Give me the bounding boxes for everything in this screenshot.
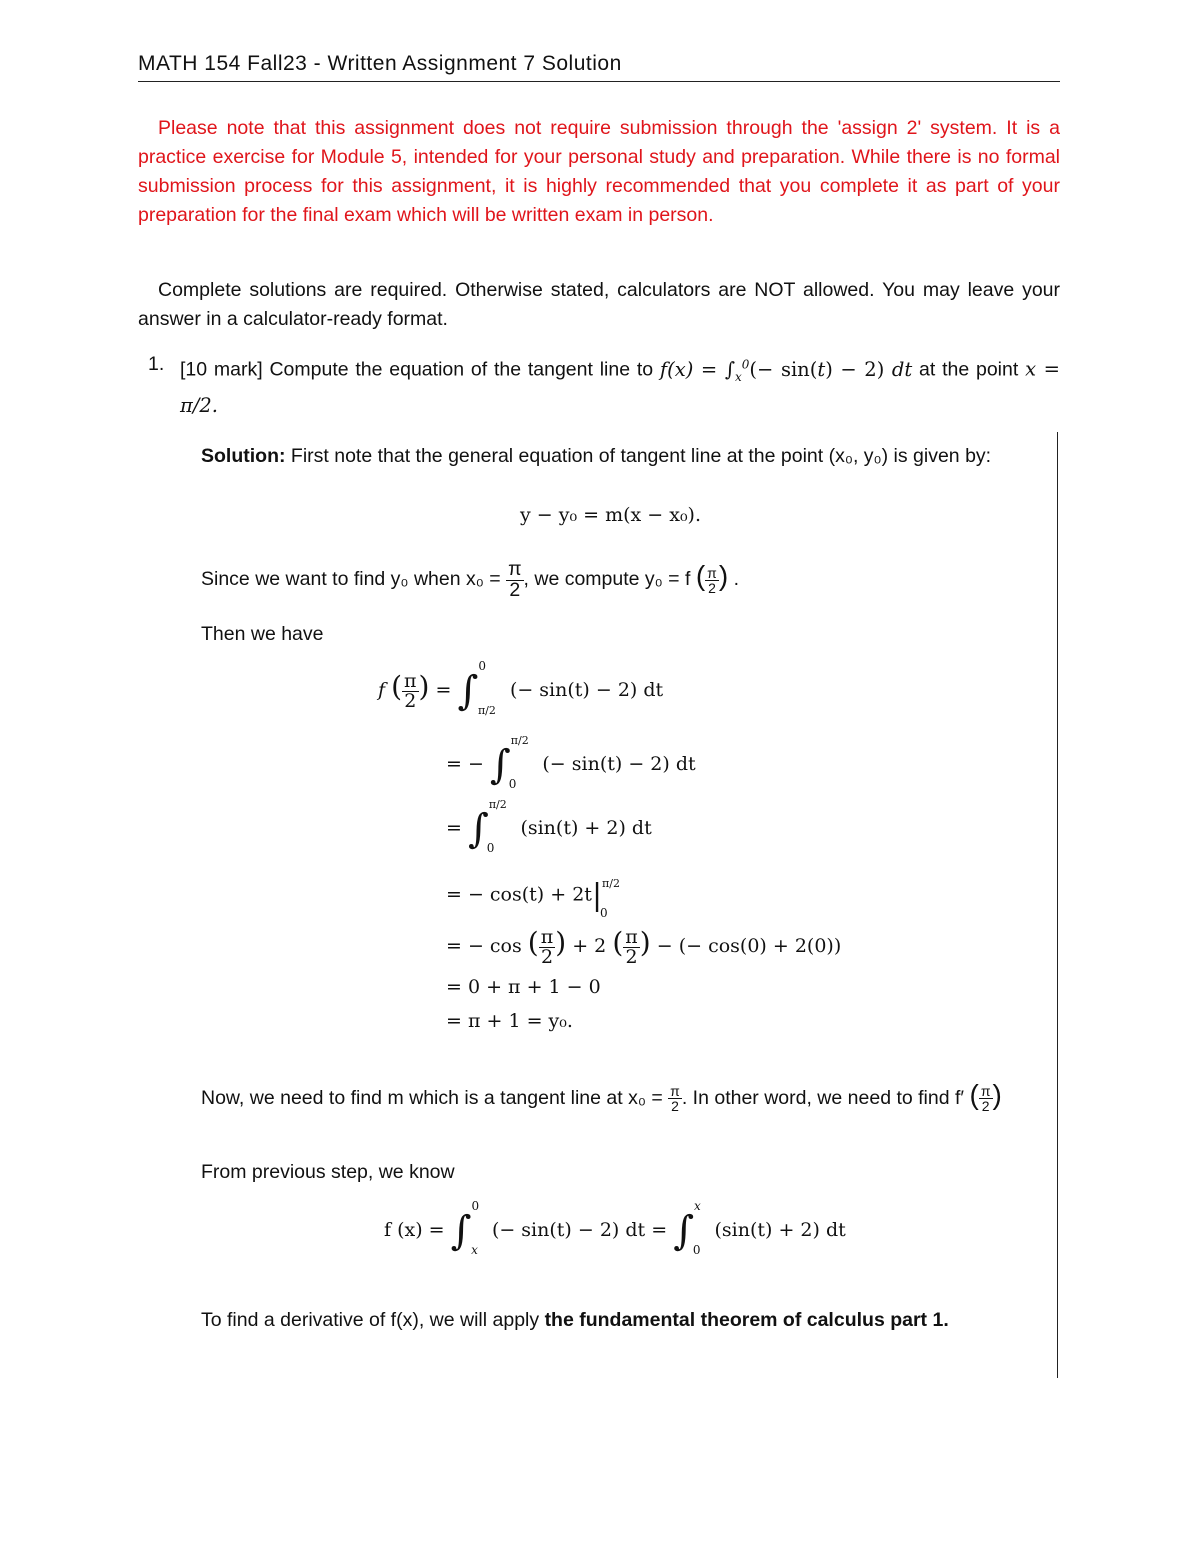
notice-paragraph: Please note that this assignment does not require submission through the 'assign 2' system. It is a practice exercise for Module 5, intended for your personal study and preparation. While there is no formal submission process for this assignment, it is highly recommended that you complete it as part of your preparation for the final exam which will be written exam in person. xyxy=(138,117,1060,226)
derivation-l1-rhs: (− sin(t) − 2) dt xyxy=(509,679,664,701)
solution-intro xyxy=(201,442,1041,471)
problem-text-before: Compute the equation of the tangent line to xyxy=(269,358,654,381)
solution-intro-text: First note that the general equation of tangent line at the point (x₀, y₀) is given by: xyxy=(290,445,992,467)
header-rule xyxy=(138,81,1060,82)
ftc-end: . xyxy=(943,1309,949,1331)
tangent-equation: y − y₀ = m(x − x₀). xyxy=(520,504,702,526)
derivation-line-2: = − ∫$^{\pi/2}_0$ (− sin(t) − 2) dt xyxy=(446,734,696,791)
problem-number: 1. xyxy=(148,353,165,375)
solution-rule xyxy=(1057,432,1058,1378)
ftc-text-1: To find a derivative of f(x), we will apply xyxy=(201,1309,540,1331)
problem-marks: [10 mark] xyxy=(180,358,263,381)
derivation-line-6: = 0 + π + 1 − 0 xyxy=(446,976,601,998)
derivation-l4-text: = − cos(t) + 2t xyxy=(446,883,592,906)
derivation-l5-c: − (− cos(0) + 2(0)) xyxy=(656,935,842,957)
pi-over-2-fraction: $\frac{\pi}{2}$ xyxy=(508,558,522,601)
now-text-2: . In other word, we need to find f′ xyxy=(681,1087,965,1109)
fx-mid: (− sin(t) − 2) dt = xyxy=(491,1219,668,1241)
derivation-l3-rhs: (sin(t) + 2) dt xyxy=(520,817,652,839)
derivation-l5-a: = − cos xyxy=(446,935,522,957)
now-paragraph: Now, we need to find m which is a tangent line at x₀ = $\frac{\pi}{2}$ . In other word, we need to find f′ ( $\frac{\pi}{2}$ ) xyxy=(201,1079,1002,1115)
now-text-1: Now, we need to find m which is a tangent line at x₀ = xyxy=(201,1087,663,1109)
derivation-l2-rhs: (− sin(t) − 2) dt xyxy=(542,753,696,775)
derivation-line-1: f ( $\frac{\pi}{2}$ ) = ∫$^0_{\pi/2}$ (− sin(t) − 2) dt xyxy=(378,659,664,717)
derivation-l5-b: + 2 xyxy=(572,935,607,957)
solution-label: Solution: xyxy=(201,445,286,467)
problem-text-after: at the point xyxy=(919,358,1019,381)
ftc-paragraph xyxy=(201,1306,1041,1335)
previous-step-line: From previous step, we know xyxy=(201,1161,455,1183)
fx-rhs: (sin(t) + 2) dt xyxy=(714,1219,846,1241)
derivation-line-3: = ∫$^{\pi/2}_0$ (sin(t) + 2) dt xyxy=(446,798,652,855)
derivation-line-5: = − cos ( $\frac{\pi}{2}$ ) + 2 ( $\frac{\pi}{2}$ ) − (− cos(0) + 2(0)) xyxy=(446,925,842,968)
page-header: MATH 154 Fall23 - Written Assignment 7 Solution xyxy=(138,52,622,75)
ftc-bold: the fundamental theorem of calculus part 1 xyxy=(544,1309,944,1331)
problem-point: x = π/2. xyxy=(180,357,1060,418)
problem-function: $f(x) = \int_x^0(- \sin(t) - 2)$ dt xyxy=(659,357,913,384)
instructions-paragraph: Complete solutions are required. Otherwise stated, calculators are NOT allowed. You may leave your answer in a calculator-ready format. xyxy=(138,279,1060,330)
derivation-line-4: = − $\cos(t) + 2t|^{\pi/2}_0$ xyxy=(446,876,620,920)
then-line: Then we have xyxy=(201,623,324,645)
problem-text xyxy=(180,350,1060,421)
since-line: Since we want to find y₀ when x₀ = $\frac{\pi}{2}$ , we compute y₀ = f ( $\frac{\pi}{2}$ ) . xyxy=(201,558,739,601)
pi-over-2-fraction-small: $\frac{\pi}{2}$ xyxy=(707,564,717,596)
since-text-2: , we compute y₀ = f xyxy=(523,568,691,591)
since-text-1: Since we want to find y₀ when x₀ = xyxy=(201,568,501,591)
fx-lhs: f (x) = xyxy=(384,1219,445,1241)
derivation-line-7: = π + 1 = y₀. xyxy=(446,1010,573,1032)
fx-equation: f (x) = ∫$^0_x$ (− sin(t) − 2) dt = ∫$^x_0$ (sin(t) + 2) dt xyxy=(384,1199,846,1257)
